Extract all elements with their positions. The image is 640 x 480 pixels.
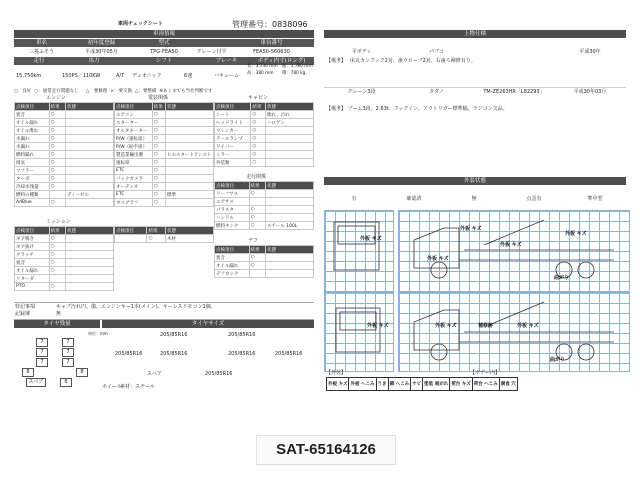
shift-gears: 6速	[184, 73, 193, 79]
body-legend-title: 【ボデー内】	[470, 370, 501, 376]
upper-year: 平成30年	[579, 49, 601, 55]
electric-title: 電装関係	[148, 95, 169, 101]
notes-block	[14, 302, 314, 320]
travel-item: パラスタ	[215, 206, 250, 214]
brake-value: バキューム	[214, 73, 240, 79]
engine-item: 燃料の種類	[15, 191, 50, 199]
tire-size: 205/85R16	[160, 332, 188, 338]
engine-table: 点検項目 結果 状態 異音 ○ オイル漏れ ○ オイル滲れ ○ 水漏れ ○ 水漏れ ○ 燃料漏れ ○ 排気 ○ マフラー ○ ターボ ○ 冷却水残量 ○ 燃料の種類 ディーゼル AdBlue ○	[14, 102, 114, 207]
hill-start-assist: ヒルスタートアシスト	[166, 151, 214, 159]
damage-mark: 外板 キズ	[500, 242, 522, 248]
damage-mark: 外板 キズ	[367, 323, 389, 329]
dim-height: 高：380 mm	[247, 71, 274, 76]
travel-title: 走行関係	[246, 174, 267, 180]
vehicle-label-row	[14, 39, 314, 47]
electric-item: スターター	[115, 119, 153, 127]
legend-need: ○：通常走行問題なし	[34, 89, 79, 94]
electric-item: 運転席	[115, 159, 153, 167]
engine-item: 冷却水残量	[15, 183, 50, 191]
upper-col-name: 上物名	[353, 40, 370, 46]
cabin-col-state: 状態	[266, 103, 314, 111]
diff-table: 点検項目 結果 状態 異音 ○ オイル漏れ ○ デフロック	[214, 245, 314, 278]
electric-item: エアコン	[115, 111, 153, 119]
engine-item: 水漏れ	[15, 143, 50, 151]
deck-col-result: 結果	[147, 227, 166, 235]
legend-item: 錆 へこみ	[388, 378, 411, 391]
tire-depth: 7	[36, 358, 48, 367]
crane-name: クレーン3段	[347, 89, 376, 95]
dim-width: 幅：1,780 mm	[282, 64, 313, 69]
deck-material: 木材	[166, 235, 214, 243]
tire-depth: 7	[62, 338, 74, 347]
legend-good: ○：良好	[14, 89, 32, 94]
damage-mark: 外板 キズ	[517, 323, 539, 329]
tire-size: 205/85R16	[160, 351, 188, 357]
ext-col: キャブコーション	[332, 187, 376, 193]
legend-item: 荷台 へこみ	[472, 378, 499, 391]
spare-label: スペア	[26, 378, 46, 387]
ext-col: フレーム曲り	[397, 187, 431, 193]
ext-col: 免許証の種類	[578, 187, 612, 193]
engine-item: マフラー	[15, 167, 50, 175]
engine-col-state: 状態	[66, 103, 114, 111]
seat-state: 擦れ、汚れ	[266, 111, 314, 119]
label-brake: ブレーキ	[215, 58, 238, 64]
damage-mark: 外板 キズ	[435, 323, 457, 329]
legend-item: サビ	[411, 378, 423, 391]
engine-item: 燃料漏れ	[15, 151, 50, 159]
upper-col-year: 年式	[584, 40, 596, 46]
diff-col-result: 結果	[249, 246, 265, 254]
deck-col-item: 点検項目	[115, 227, 147, 235]
mission-title: ミッション	[46, 219, 71, 225]
mission-item: オイル漏れ	[15, 267, 50, 275]
footer-code-box	[256, 435, 396, 465]
upper-col-maker: メーカー	[425, 40, 448, 46]
electric-item: ETC	[115, 167, 153, 175]
damage-mark: 外板 キズ	[565, 231, 587, 237]
diff-item: 異音	[215, 254, 250, 262]
cabin-table: 点検項目 結果 状態 シート ○ 擦れ、汚れ ヘッドライト ○ ハロゲン ウィンカー ○ テールランプ ○ ワイパー ○ ミラー ○ 外装類 ○	[214, 102, 314, 167]
upper-spec-header: 上物仕様	[324, 30, 626, 38]
crane-maker: タダノ	[429, 89, 444, 95]
records-label: 記録簿	[15, 311, 31, 317]
travel-item: 燃料タンク	[215, 222, 250, 230]
electric-item: P/W（運転席）	[115, 135, 153, 143]
legend-item: うき	[376, 378, 388, 391]
cabin-item: ヘッドライト	[215, 119, 251, 127]
diff-item: オイル漏れ	[215, 262, 250, 270]
ext-val: 確認済	[406, 196, 422, 202]
electric-item: P/W（助手席）	[115, 143, 153, 151]
travel-table: 点検項目 結果 状態 リーフサス ○ エアサス パラスタ ○ ハンドル ○ 燃料タンク ○ スチール 100L	[214, 181, 314, 230]
damage-mark: 曲がり	[554, 275, 570, 281]
tire-size: 205/85R16	[205, 371, 233, 377]
travel-item: エアサス	[215, 198, 250, 206]
electric-col-item: 点検項目	[115, 103, 153, 111]
travel-item: ハンドル	[215, 214, 250, 222]
upper-note-label: 【備考】	[326, 58, 347, 64]
management-number: 管理番号：0838096	[232, 20, 308, 29]
mission-col-item: 点検項目	[15, 227, 50, 235]
vehicle-name: 三菱ふそう	[28, 49, 54, 55]
etc-standard: 標準	[166, 191, 214, 199]
dim-length: 長：3,730 mm	[247, 64, 278, 69]
tire-size: 205/85R16	[115, 351, 143, 357]
label-power: 馬力	[88, 58, 100, 64]
tire-depth: 7	[36, 348, 48, 357]
electric-col-state: 状態	[166, 103, 214, 111]
damage-mark: 曲がり	[550, 357, 566, 363]
spare-depth: 8	[60, 378, 72, 387]
tire-depth: 8	[22, 368, 34, 377]
mission-item: ギア抜け	[15, 243, 50, 251]
tire-size: 205/85R16	[228, 351, 256, 357]
exterior-legend-title: 【外装】	[326, 370, 347, 376]
fuel-type: ディーゼル	[66, 191, 114, 199]
cabin-item: ウィンカー	[215, 127, 251, 135]
legend-swap: ×：要交換	[110, 89, 133, 94]
mission-col-result: 結果	[49, 227, 65, 235]
mission-item: リターダ	[15, 275, 50, 283]
upper-model: クレーン付平	[196, 49, 227, 55]
legend-scratch: △：要整備	[134, 89, 157, 94]
cabin-item: ミラー	[215, 151, 251, 159]
tire-depth: 8	[76, 368, 88, 377]
crane-vals	[324, 87, 626, 95]
upper-spec	[324, 30, 626, 112]
label-first-reg: 初年度登録	[87, 40, 116, 46]
label-shift: シフト	[155, 58, 173, 64]
engine-item: 異音	[15, 111, 50, 119]
travel-col-item: 点検項目	[215, 182, 250, 190]
diff-col-state: 状態	[266, 246, 314, 254]
cabin-title: キャビン	[248, 95, 269, 101]
mission-table: 点検項目 結果 状態 ギア鳴き ○ ギア抜け ○ クラッチ ○ 異音 ○ オイル漏れ ○ リターダ PTO ○	[14, 226, 114, 291]
mission-col-state: 状態	[66, 227, 114, 235]
diff-item: デフロック	[215, 270, 250, 278]
diff-title: デフ	[248, 238, 259, 244]
wheel-material: 素材：スチール	[120, 384, 155, 390]
engine-col-item: 点検項目	[15, 103, 50, 111]
electric-item: 製造業輸出選	[115, 151, 153, 159]
records-value: 無	[56, 311, 62, 317]
engine-item: 水漏れ	[15, 135, 50, 143]
fuel-tank: スチール 100L	[266, 222, 314, 230]
upper-note: 床丸カンフック2対、歯ウローブ2対、右歯ろ補修有り。	[350, 58, 476, 64]
label-name: 車名	[35, 40, 47, 46]
vehicle-info-header: 車両情報	[14, 30, 314, 38]
shift-value: A/T	[116, 73, 125, 79]
diff-col-item: 点検項目	[215, 246, 250, 254]
tire-size: 205/85R16	[275, 351, 303, 357]
power-value: 150PS／110KW	[62, 73, 101, 79]
first-registration: 平成30年05月	[85, 49, 118, 55]
cabin-col-result: 結果	[251, 103, 266, 111]
tire-size-header: タイヤサイズ	[102, 320, 314, 328]
engine-item: AdBlue	[15, 199, 50, 207]
engine-item: ターボ	[15, 175, 50, 183]
legend-item: 塗装 剥がれ	[423, 378, 450, 391]
mission-item: PTO	[15, 283, 50, 291]
damage-mark: 外板 キズ	[360, 236, 382, 242]
vehicle-info	[14, 30, 314, 88]
ext-col: フレームのさび	[454, 187, 494, 193]
travel-item: リーフサス	[215, 190, 250, 198]
deck-col-state: 状態	[166, 227, 214, 235]
mission-item: 異音	[15, 259, 50, 267]
tire-depth-header: タイヤ残量	[14, 320, 100, 328]
mission-item: ギア鳴き	[15, 235, 50, 243]
label-body-dims: ボディ内寸(ロング)	[257, 58, 306, 64]
legend-row	[14, 88, 213, 95]
cabin-item: 外装類	[215, 159, 251, 167]
upper-name: 平ボディ	[351, 49, 372, 55]
ext-val: 無	[471, 196, 477, 202]
mileage-value: 15,750km	[16, 73, 42, 79]
notes-text: キャブ汚れ円、傷、エンジンキー1本(メイン)、キーレスリモコン1個。	[56, 304, 216, 310]
engine-title: エンジン	[46, 95, 66, 101]
tire-depth: 7	[62, 358, 74, 367]
chassis-number: FEA50-560630	[253, 49, 290, 55]
legend-check: △：要修理	[85, 89, 108, 94]
legend-note: ※あくまでも当社判断です	[159, 89, 213, 94]
legend-item: 外板 キズ	[327, 378, 349, 391]
electric-item: バックカメラ	[115, 175, 153, 183]
model-code: TPG-FEA50	[150, 49, 178, 55]
engine-item: オイル漏れ	[15, 119, 50, 127]
upper-maker: パブコ	[429, 49, 444, 55]
wheel-label: ホイール	[102, 384, 122, 390]
crane-model: TM-ZE263HR「L82293」	[483, 89, 545, 95]
travel-col-state: 状態	[266, 182, 314, 190]
crane-note: 【備考】 ブーム3段、2.63t、フックイン、アウトリガー標準幅、ラジコン欠品。	[326, 106, 508, 112]
ext-val: 点歪有	[526, 196, 542, 202]
vehicle-value-row-2	[14, 64, 314, 87]
legend-item: 外板 へこみ	[349, 378, 376, 391]
label-mileage: 走行	[33, 58, 45, 64]
headlight-type: ハロゲン	[266, 119, 314, 127]
spare-label-2: スペア	[147, 371, 163, 377]
electric-item: タコグラフ	[115, 199, 153, 207]
electric-item: オーディオ	[115, 183, 153, 191]
dim-load: 積：780 kg	[282, 71, 306, 76]
exterior-header: 外装状態	[324, 177, 626, 185]
shift-type: デュオニック	[132, 73, 162, 79]
vehicle-value-row	[14, 48, 314, 56]
damage-legend	[326, 377, 518, 391]
cabin-col-item: 点検項目	[215, 103, 251, 111]
upper-col-model: 型式「製造番号」	[491, 40, 536, 46]
ext-val: 準中型	[587, 196, 603, 202]
cabin-item: ワイパー	[215, 143, 251, 151]
cabin-item: テールランプ	[215, 135, 251, 143]
tire-depth: 7	[62, 348, 74, 357]
damage-mark: 補修跡	[478, 323, 494, 329]
notes-label: 特記事項	[15, 304, 36, 310]
mission-item: クラッチ	[15, 251, 50, 259]
travel-col-result: 結果	[249, 182, 265, 190]
engine-col-result: 結果	[49, 103, 65, 111]
tire-depth: 7	[36, 338, 48, 347]
exterior-state	[324, 177, 626, 202]
damage-mark: 外板 キズ	[427, 256, 449, 262]
label-model: 型式	[158, 40, 170, 46]
electric-col-result: 結果	[152, 103, 165, 111]
electric-item: ETC	[115, 191, 153, 199]
cabin-item: シート	[215, 111, 251, 119]
label-chassis: 車台番号	[260, 40, 283, 46]
electric-item: オルタネーター	[115, 127, 153, 135]
legend-item: 腐食 穴	[499, 378, 517, 391]
damage-mark: 外板 キズ	[460, 226, 482, 232]
ext-col: 荷台	[528, 187, 540, 193]
sheet-title: 車両チェックシート	[118, 21, 163, 27]
electric-table: 点検項目 結果 状態 エアコン ○ スターター ○ オルタネーター ○ P/W（運転席） ○ P/W（助手席） ○ 製造業輸出選 ○ ヒルスタートアシスト 運転席 ○ ETC ○ バックカメラ ○ オーディオ ○ ETC ○ 標準 タコグラフ ○	[114, 102, 214, 207]
tire-size: 205/85R16	[228, 332, 256, 338]
legend-item: 荷台 キズ	[450, 378, 472, 391]
footer-code: SAT-65164126	[276, 441, 376, 458]
engine-item: 排気	[15, 159, 50, 167]
tire-unit: 単位：mm	[88, 331, 108, 336]
deck-table: 点検項目 結果 状態 ○ 木材	[114, 226, 214, 243]
crane-year: 平成30年03月	[573, 89, 607, 95]
ext-val: 有	[351, 196, 357, 202]
engine-item: オイル滲れ	[15, 127, 50, 135]
